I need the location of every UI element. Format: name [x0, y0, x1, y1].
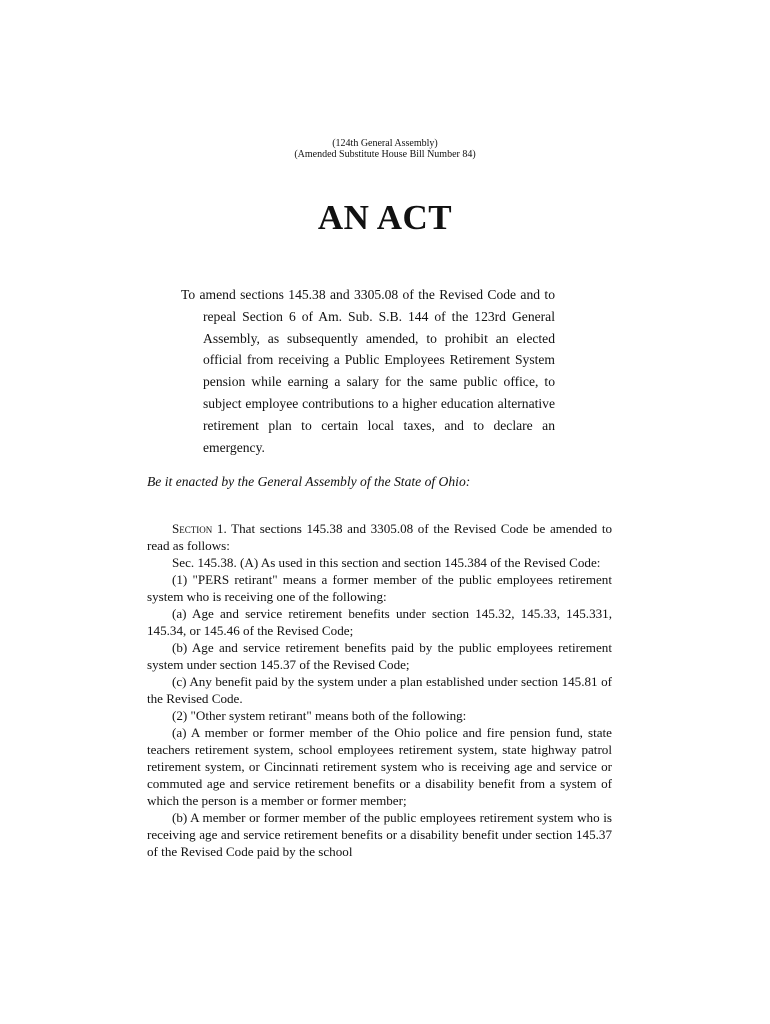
- body-paragraph: (2) "Other system retirant" means both of the following:: [172, 708, 467, 723]
- body-paragraph: (a) Age and service retirement benefits under section 145.32, 145.33, 145.331, 145.34, or 145.46 of the Revised Code;: [147, 606, 612, 638]
- body-paragraph: (b) Age and service retirement benefits paid by the public employees retirement system under section 145.37 of the Revised Code;: [147, 640, 612, 672]
- bill-body: [147, 520, 612, 860]
- section-label: Section: [172, 521, 213, 536]
- body-paragraph: Sec. 145.38. (A) As used in this section and section 145.384 of the Revised Code:: [172, 555, 601, 570]
- act-title: AN ACT: [317, 198, 453, 237]
- body-paragraph: (a) A member or former member of the Ohio police and fire pension fund, state teachers retirement system, school employees retirement system, state highway patrol retirement system, or Cincinnati retirement system who is receiving age and service or commuted age and service retirement benefits or a disability benefit from a system of which the person is a member or former member;: [147, 725, 612, 808]
- section-1-text: 1. That sections 145.38 and 3305.08 of the Revised Code be amended to read as follows:: [147, 521, 613, 553]
- bill-header: [0, 138, 770, 160]
- enacting-clause: Be it enacted by the General Assembly of the State of Ohio:: [147, 474, 471, 489]
- body-paragraph: (c) Any benefit paid by the system under a plan established under section 145.81 of the Revised Code.: [147, 674, 612, 706]
- long-title: To amend sections 145.38 and 3305.08 of the Revised Code and to repeal Section 6 of Am. Sub. S.B. 144 of the 123rd General Assembly, as subsequently amended, to prohibit an elected official from receiving a Public Employees Retirement System pension while earning a salary for the same public office, to subject employee contributions to a higher education alternative retirement plan to certain local taxes, and to declare an emergency.: [181, 287, 555, 455]
- body-paragraph: (b) A member or former member of the public employees retirement system who is receiving age and service retirement benefits or a disability benefit under section 145.37 of the Revised Code paid by the school: [147, 810, 612, 859]
- body-paragraph: (1) "PERS retirant" means a former member of the public employees retirement system who is receiving one of the following:: [147, 572, 612, 604]
- bill-number-line: (Amended Substitute House Bill Number 84): [294, 149, 476, 160]
- assembly-line: (124th General Assembly): [332, 138, 438, 149]
- section-1-paragraph: [147, 520, 612, 554]
